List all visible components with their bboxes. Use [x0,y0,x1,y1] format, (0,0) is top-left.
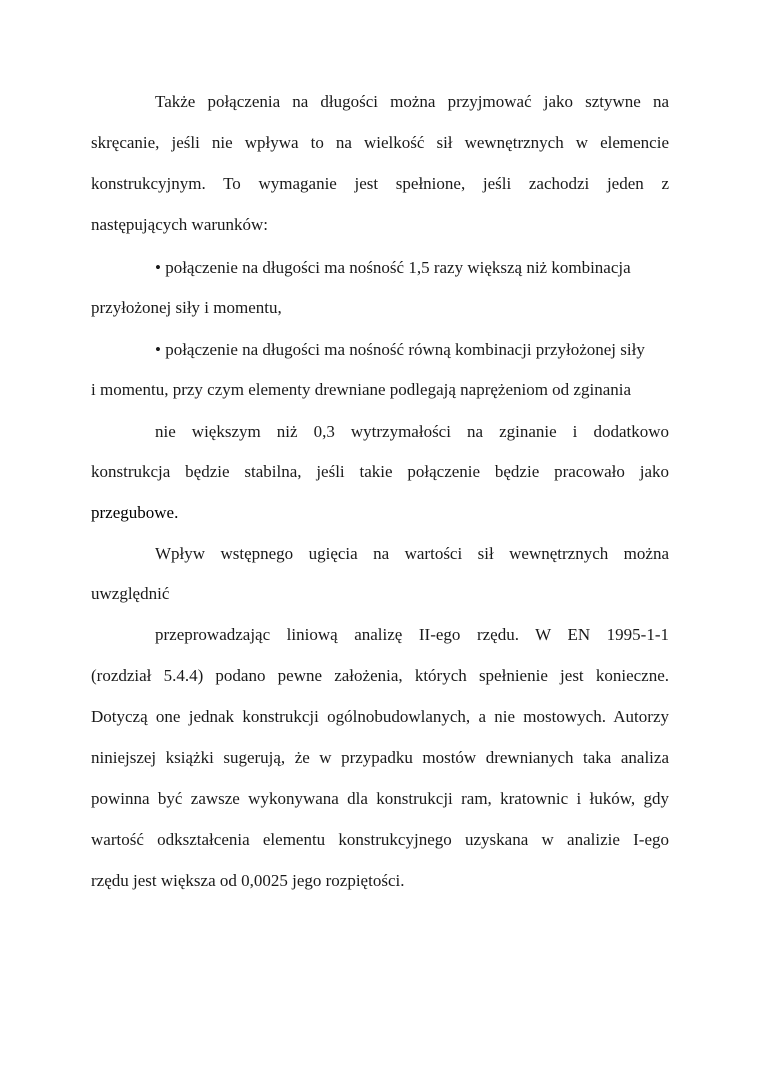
text-line-12: Wpływ wstępnego ugięcia na wartości sił wewnętrznych można [155,544,669,563]
text-line-16: Dotyczą one jednak konstrukcji ogólnobudowlanych, a nie mostowych. Autorzy [91,707,669,726]
text-line-11: przegubowe. [91,503,179,522]
text-line-20: rzędu jest większa od 0,0025 jego rozpiętości. [91,871,405,890]
text-line-6: przyłożonej siły i momentu, [91,298,282,317]
text-line-4: następujących warunków: [91,215,269,234]
text-line-9: nie większym niż 0,3 wytrzymałości na zginanie i dodatkowo [155,422,669,441]
text-line-3: konstrukcyjnym. To wymaganie jest spełnione, jeśli zachodzi jeden z [91,174,669,193]
text-line-14: przeprowadzając liniową analizę II-ego rzędu. W EN 1995-1-1 [155,625,669,644]
text-line-19: wartość odkształcenia elementu konstrukcyjnego uzyskana w analizie I-ego [91,830,669,849]
bullet-item-2: • połączenie na długości ma nośność równą kombinacji przyłożonej siły [155,340,645,359]
bullet-item-1: • połączenie na długości ma nośność 1,5 razy większą niż kombinacja [155,258,631,277]
text-line-18: powinna być zawsze wykonywana dla konstrukcji ram, kratownic i łuków, gdy [91,789,669,808]
text-line-15: (rozdział 5.4.4) podano pewne założenia, których spełnienie jest konieczne. [91,666,669,685]
text-line-13: uwzględnić [91,584,170,603]
text-line-8: i momentu, przy czym elementy drewniane podlegają naprężeniom od zginania [91,380,632,399]
text-line-10: konstrukcja będzie stabilna, jeśli takie połączenie będzie pracowało jako [91,462,669,481]
text-line-1: Także połączenia na długości można przyjmować jako sztywne na [155,92,669,111]
text-line-17: niniejszej książki sugerują, że w przypadku mostów drewnianych taka analiza [91,748,669,767]
text-line-2: skręcanie, jeśli nie wpływa to na wielkość sił wewnętrznych w elemencie [91,133,669,152]
